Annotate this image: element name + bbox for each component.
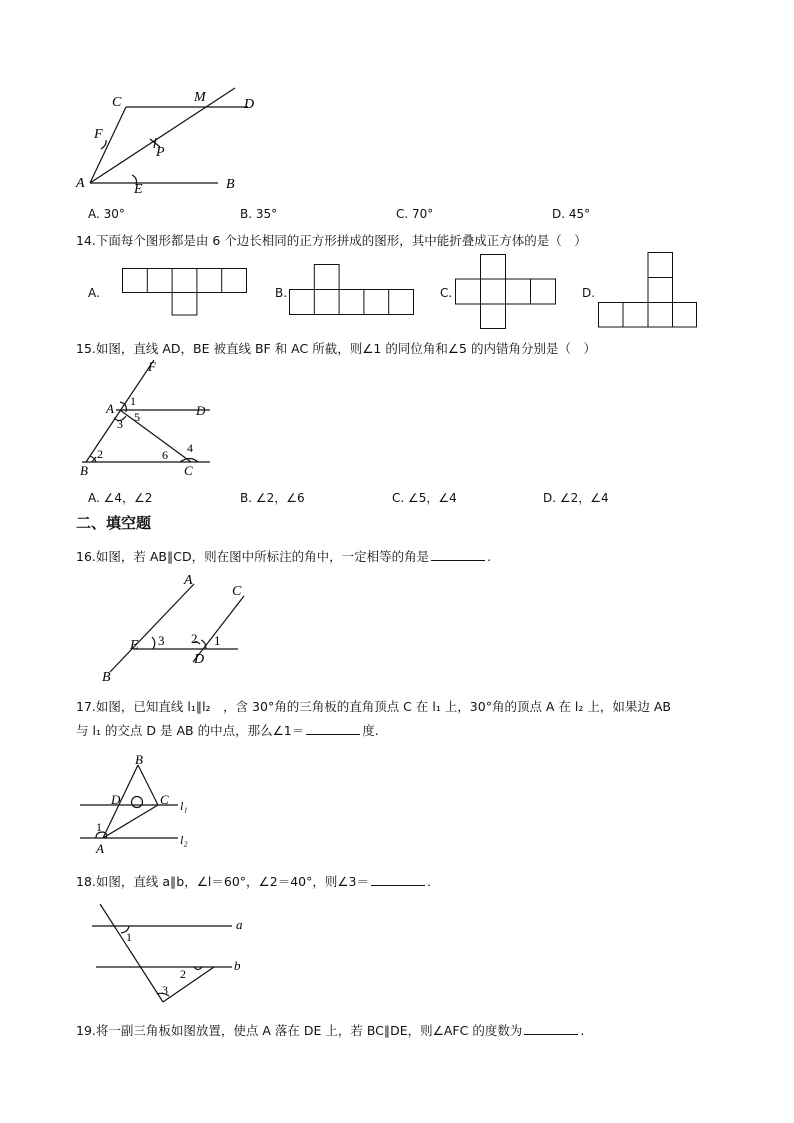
q17-stem-line2 xyxy=(76,721,379,739)
q15-label-F: F xyxy=(148,359,156,374)
q16-label-E: E xyxy=(130,638,139,653)
q18-answer-blank[interactable] xyxy=(371,874,425,886)
q13-option-b: B. 35° xyxy=(240,207,278,221)
q16-label-A: A xyxy=(184,573,193,588)
q19-answer-blank[interactable] xyxy=(524,1023,578,1035)
q16-stem-end: . xyxy=(487,549,492,564)
q15-angle-3: 3 xyxy=(117,417,123,431)
q19-stem-text: 19.将一副三角板如图放置，使点 A 落在 DE 上，若 BC∥DE，则∠AFC 的度数为 xyxy=(76,1023,523,1038)
q13-option-c: C. 70° xyxy=(396,207,434,221)
q18-angle-2: 2 xyxy=(180,967,186,981)
q17-stem-text: 与 l₁ 的交点 D 是 AB 的中点，那么∠1＝ xyxy=(76,723,305,738)
q15-label-D: D xyxy=(196,403,206,418)
q15-option-c: C. ∠5，∠4 xyxy=(392,491,457,505)
q13-label-E: E xyxy=(134,182,143,197)
q16-stem xyxy=(76,547,491,565)
q15-label-C: C xyxy=(184,463,193,478)
q16-angle-3: 3 xyxy=(158,633,165,648)
q14-net-a xyxy=(122,268,248,316)
q13-label-B: B xyxy=(226,177,235,192)
q16-angle-2: 2 xyxy=(191,631,198,646)
q17-label-D: D xyxy=(111,792,121,807)
q18-stem-end: . xyxy=(427,874,431,889)
q13-label-C: C xyxy=(112,95,122,110)
q16-label-D: D xyxy=(194,652,205,667)
q14-stem: 14.下面每个图形都是由 6 个边长相同的正方形拼成的图形，其中能折叠成正方体的是（ ） xyxy=(76,233,587,248)
q14-net-b xyxy=(289,264,415,316)
q16-answer-blank[interactable] xyxy=(431,549,485,561)
q15-angle-6: 6 xyxy=(162,448,168,462)
q17-label-B: B xyxy=(135,752,143,767)
q15-angle-2: 2 xyxy=(97,447,103,461)
q17-label-l2: l₂ xyxy=(180,833,188,847)
q15-angle-1: 1 xyxy=(130,394,136,408)
q18-label-a: a xyxy=(236,917,243,932)
q14-option-d-label: D. xyxy=(582,286,596,300)
q13-label-F: F xyxy=(94,127,103,142)
q13-option-a: A. 30° xyxy=(88,207,125,221)
q16-stem-text: 16.如图，若 AB∥CD，则在图中所标注的角中，一定相等的角是 xyxy=(76,549,430,564)
q18-label-b: b xyxy=(234,958,241,973)
q17-label-A: A xyxy=(96,841,104,856)
q14-net-c xyxy=(455,254,557,330)
q18-angle-3: 3 xyxy=(162,983,168,997)
q18-stem-text: 18.如图，直线 a∥b，∠l＝60°，∠2＝40°，则∠3＝ xyxy=(76,874,370,889)
q19-stem-end: . xyxy=(580,1023,585,1038)
q15-angle-5: 5 xyxy=(134,410,140,424)
q13-label-D: D xyxy=(244,97,255,112)
q15-option-a: A. ∠4，∠2 xyxy=(88,491,153,505)
q13-label-P: P xyxy=(156,145,165,160)
q15-figure xyxy=(76,358,216,480)
q14-net-d xyxy=(598,252,698,328)
q17-angle-1: 1 xyxy=(96,820,102,834)
q17-answer-blank[interactable] xyxy=(306,723,360,735)
q13-option-d: D. 45° xyxy=(552,207,591,221)
q17-figure xyxy=(78,752,198,860)
q14-option-a-label: A. xyxy=(88,286,100,300)
q16-angle-1: 1 xyxy=(214,633,221,648)
q15-label-B: B xyxy=(80,463,88,478)
q15-stem: 15.如图，直线 AD，BE 被直线 BF 和 AC 所截，则∠1 的同位角和∠5 的内错角分别是（ ） xyxy=(76,341,596,356)
q15-label-A: A xyxy=(106,401,114,416)
q17-label-l1: l₁ xyxy=(180,799,188,813)
q15-angle-4: 4 xyxy=(187,441,193,455)
q17-stem-end: 度. xyxy=(362,723,379,738)
section-title-fill-in: 二、填空题 xyxy=(76,514,152,532)
q13-label-A: A xyxy=(76,176,85,191)
q14-option-b-label: B. xyxy=(275,286,288,300)
q17-label-C: C xyxy=(160,792,169,807)
q18-figure xyxy=(90,898,250,1006)
q13-label-M: M xyxy=(194,90,206,105)
q15-option-b: B. ∠2，∠6 xyxy=(240,491,305,505)
q14-option-c-label: C. xyxy=(440,286,453,300)
q19-stem xyxy=(76,1021,584,1039)
q13-figure xyxy=(70,85,255,200)
q16-label-B: B xyxy=(102,670,111,685)
q16-label-C: C xyxy=(232,584,242,599)
q15-option-d: D. ∠2，∠4 xyxy=(543,491,609,505)
q18-stem xyxy=(76,872,431,890)
q18-angle-1: 1 xyxy=(126,930,132,944)
q17-stem-line1: 17.如图，已知直线 l₁∥l₂ ，含 30°角的三角板的直角顶点 C 在 l₁ 上，30°角的顶点 A 在 l₂ 上，如果边 AB xyxy=(76,699,671,714)
q16-figure xyxy=(98,572,243,684)
